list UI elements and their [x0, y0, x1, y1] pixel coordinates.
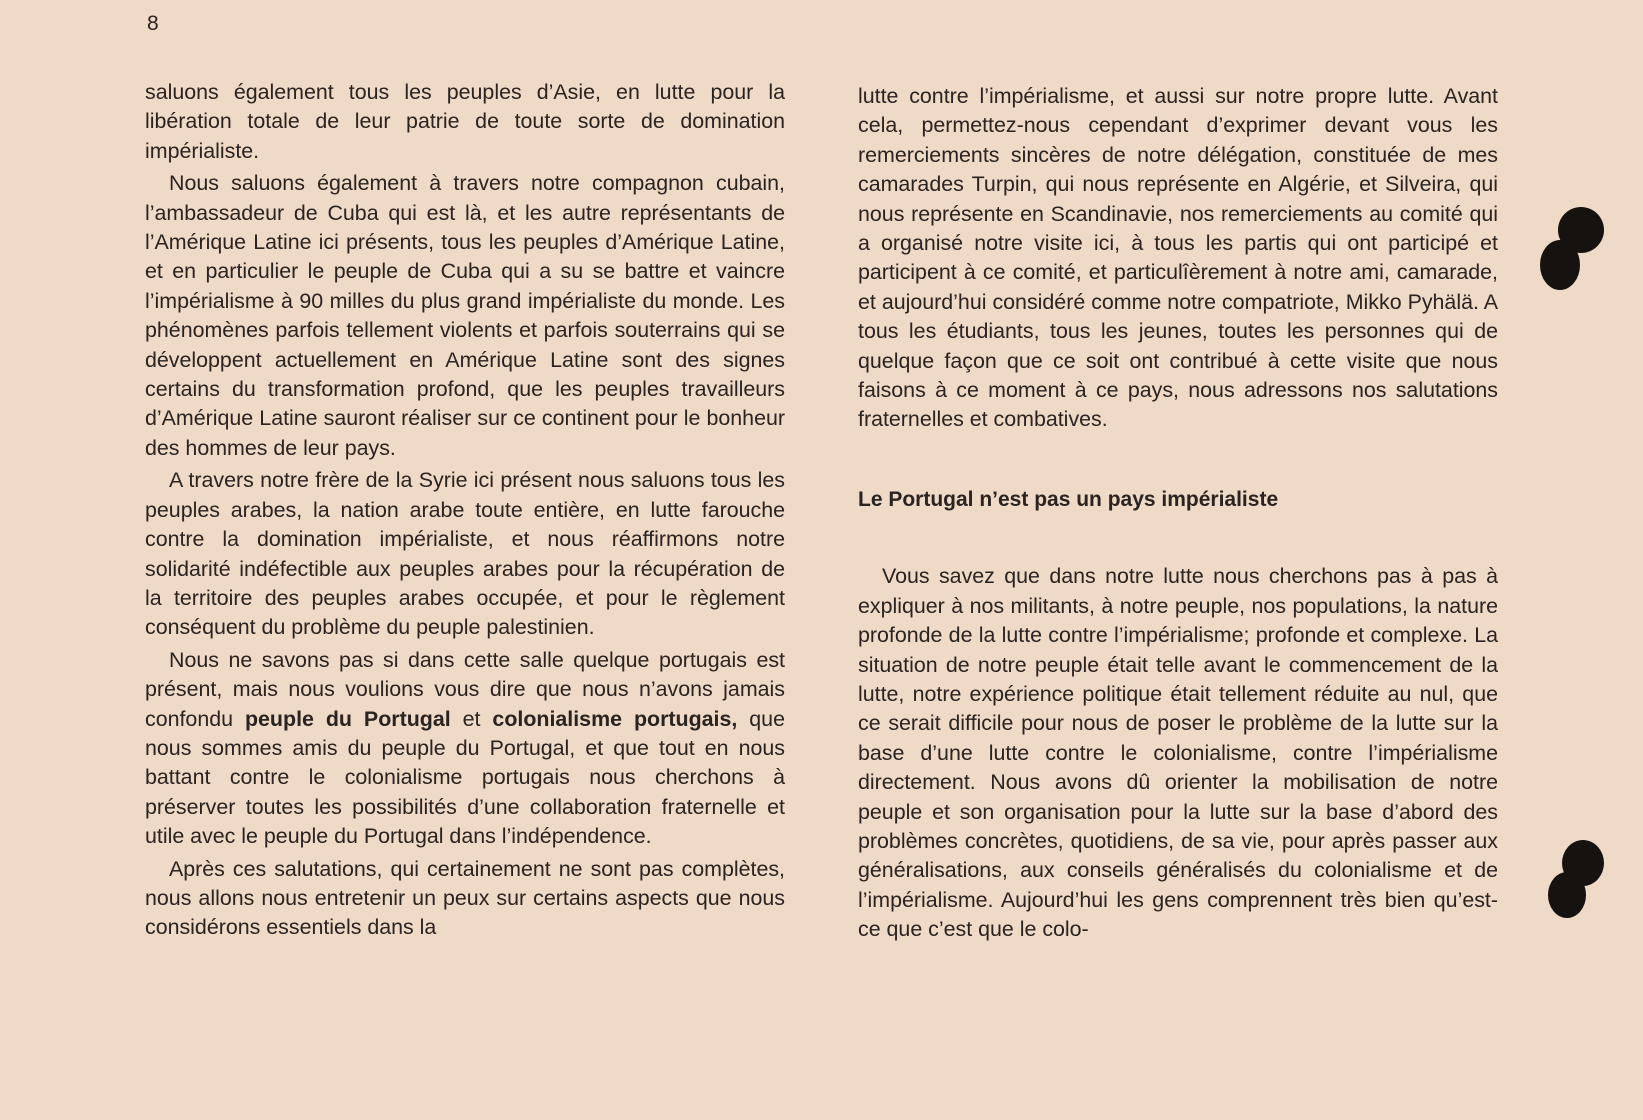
left-paragraph-3: A travers notre frère de la Syrie ici présent nous saluons tous les peuples arabes, la nation arabe toute entière, en lutte farouche contre la domination impérialiste, et nous réaffirmons notre solidarité indéfectible aux peuples arabes pour la récupération de la territoire des peuples arabes occupée, et pour le règlement conséquent du problème du peuple palestinien.	[145, 468, 785, 640]
paragraph-text: que nous sommes amis du peuple du Portugal, et que tout en nous battant contre le colonialisme portugais nous cherchons à préserver toutes les possibilités d’une collaboration fraternelle et utile avec le peuple du Portugal dans l’indépendence.	[145, 706, 785, 849]
right-paragraph-1: lutte contre l’impérialisme, et aussi sur notre propre lutte. Avant cela, permettez-nous cependant d’exprimer devant vous les remerciements sincères de notre délégation, constituée de mes camarades Turpin, qui nous représente en Algérie, et Silveira, qui nous représente en Scandinavie, nos remerciements au comité qui a organisé notre visite ici, à tous les partis qui ont participé et participent à ce comité, et particulîèrement à notre ami, camarade, et aujourd’hui considéré comme notre compatriote, Mikko Pyhälä. A tous les étudiants, tous les jeunes, toutes les personnes qui de quelque façon que ce soit ont contribué à cette visite que nous faisons à ce moment à ce pays, nous adressons nos salutations fraternelles et combatives.	[858, 84, 1498, 432]
right-paragraph-2: Vous savez que dans notre lutte nous cherchons pas à pas à expliquer à nos militants, à notre peuple, nos populations, la nature profonde de la lutte contre l’impérialisme; profonde et complexe. La situation de notre peuple était telle avant le commencement de la lutte, notre expérience politique était tellement réduite au nul, que ce serait difficile pour nous de poser le problème de la lutte sur la base d’une lutte contre le colonialisme, contre l’impérialisme directement. Nous avons dû orienter la mobilisation de notre peuple et son organisation pour la lutte sur la base d’abord des problèmes concrètes, quotidiens, de sa vie, pour après passer aux généralisations, aux conseils généralisés du colonialisme et de l’impérialisme. Aujourd’hui les gens comprennent très bien qu’est-ce que c’est que le colo-	[858, 564, 1498, 942]
punch-hole-mark	[1540, 240, 1580, 290]
punch-hole-mark	[1548, 872, 1586, 918]
bold-phrase-colonialisme: colonialisme portugais,	[492, 706, 738, 731]
bold-phrase-peuple: peuple du Portugal	[244, 706, 451, 731]
left-column	[145, 78, 785, 946]
left-paragraph-4	[145, 646, 785, 852]
left-paragraph-2: Nous saluons également à travers notre compagnon cubain, l’ambassadeur de Cuba qui est là, et les autre représentants de l’Amérique Latine ici présents, tous les peuples d’Amérique Latine, et en particulier le peuple de Cuba qui a su se battre et vaincre l’impérialisme à 90 milles du plus grand impérialiste du monde. Les phénomènes parfois tellement violents et parfois souterrains qui se développent actuellement en Amérique Latine sont des signes certains du transformation profond, que les peuples travailleurs d’Amérique Latine sauront réaliser sur ce continent pour le bonheur des hommes de leur pays.	[145, 171, 785, 460]
left-paragraph-1: saluons également tous les peuples d’Asie, en lutte pour la libération totale de leur patrie de toute sorte de domination impérialiste.	[145, 80, 785, 163]
right-column	[858, 82, 1498, 948]
left-paragraph-5: Après ces salutations, qui certainement ne sont pas complètes, nous allons nous entretenir un peux sur certains aspects que nous considérons essentiels dans la	[145, 856, 785, 940]
page-number: 8	[147, 12, 159, 35]
paragraph-text: et	[450, 706, 493, 731]
section-heading: Le Portugal n’est pas un pays impérialiste	[858, 487, 1279, 511]
paragraph-text: Nous ne savons pas si dans cette salle quelque portugais est présent, mais nous voulions vous dire que nous n’avons jamais confondu	[145, 647, 785, 731]
